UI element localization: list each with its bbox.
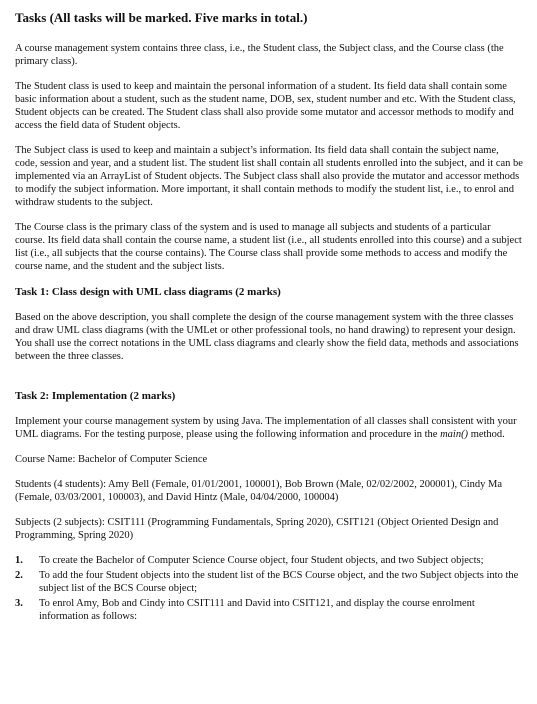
list-item-number: 1. xyxy=(15,555,23,566)
list-item xyxy=(15,597,523,623)
list-item-number: 3. xyxy=(15,598,23,609)
list-item xyxy=(15,569,523,595)
task1-heading: Task 1: Class design with UML class diagrams (2 marks) xyxy=(15,286,281,298)
students-line: Students (4 students): Amy Bell (Female, 01/01/2001, 100001), Bob Brown (Male, 02/02/2002, 200001), Cindy Ma (Female, 03/03/2001, 100003), and David Hintz (Male, 04/04/2000, 100004) xyxy=(15,479,503,503)
task2-heading: Task 2: Implementation (2 marks) xyxy=(15,390,176,402)
main-method-name: main() xyxy=(440,429,469,440)
task2-body xyxy=(15,415,523,441)
task1-body: Based on the above description, you shall complete the design of the course management system with the three classes and draw UML class diagrams (with the UMLet or other professional tools, no hand drawing) to represent your design. You shall use the correct notations in the UML class diagrams and clearly show the field data, methods and associations between the three classes. xyxy=(15,312,519,362)
list-item xyxy=(15,554,523,567)
intro-paragraph-1: A course management system contains three class, i.e., the Student class, the Subject class, and the Course class (the primary class). xyxy=(15,43,504,67)
list-item-number: 2. xyxy=(15,570,23,581)
task2-body-text: Implement your course management system by using Java. The implementation of all classes shall consistent with your UML diagrams. For the testing purpose, please using the following information and procedure in the xyxy=(15,416,517,440)
list-item-text: To enrol Amy, Bob and Cindy into CSIT111 and David into CSIT121, and display the course enrolment information as follows: xyxy=(39,598,475,622)
course-name-line: Course Name: Bachelor of Computer Science xyxy=(15,454,208,465)
student-class-paragraph: The Student class is used to keep and maintain the personal information of a student. Its field data shall contain some basic information about a student, such as the student name, DOB, sex, student number and etc. With the Student class, Student objects can be created. The Student class shall also provide some mutator and accessor methods to modify and access the field data of Student objects. xyxy=(15,81,516,131)
test-procedure-list xyxy=(15,554,523,623)
list-item-text: To add the four Student objects into the student list of the BCS Course object, and the two Subject objects into the subject list of the BCS Course object; xyxy=(39,570,519,594)
subjects-line: Subjects (2 subjects): CSIT111 (Programming Fundamentals, Spring 2020), CSIT121 (Object Oriented Design and Programming, Spring 2020) xyxy=(15,517,499,541)
page-title: Tasks (All tasks will be marked. Five marks in total.) xyxy=(15,10,308,25)
course-class-paragraph: The Course class is the primary class of the system and is used to manage all subjects and students of a particular course. Its field data shall contain the course name, a student list (i.e., all students enrolled into this course) and a subject list (i.e., all subjects that the course contains). The Course class shall provide some methods to access and modify the course name, and the student and the subject lists. xyxy=(15,222,522,272)
subject-class-paragraph: The Subject class is used to keep and maintain a subject’s information. Its field data shall contain the subject name, code, session and year, and a student list. The student list shall contain all students enrolled into the subject, and it can be implemented via an ArrayList of Student objects. The Subject class shall also provide the mutator and accessor methods to modify the subject information. More important, it shall contain methods to modify the student list, i.e., to enrol and withdraw students to the subject. xyxy=(15,145,523,208)
task2-body-text-end: method. xyxy=(468,429,505,440)
list-item-text: To create the Bachelor of Computer Science Course object, four Student objects, and two Subject objects; xyxy=(39,555,484,566)
